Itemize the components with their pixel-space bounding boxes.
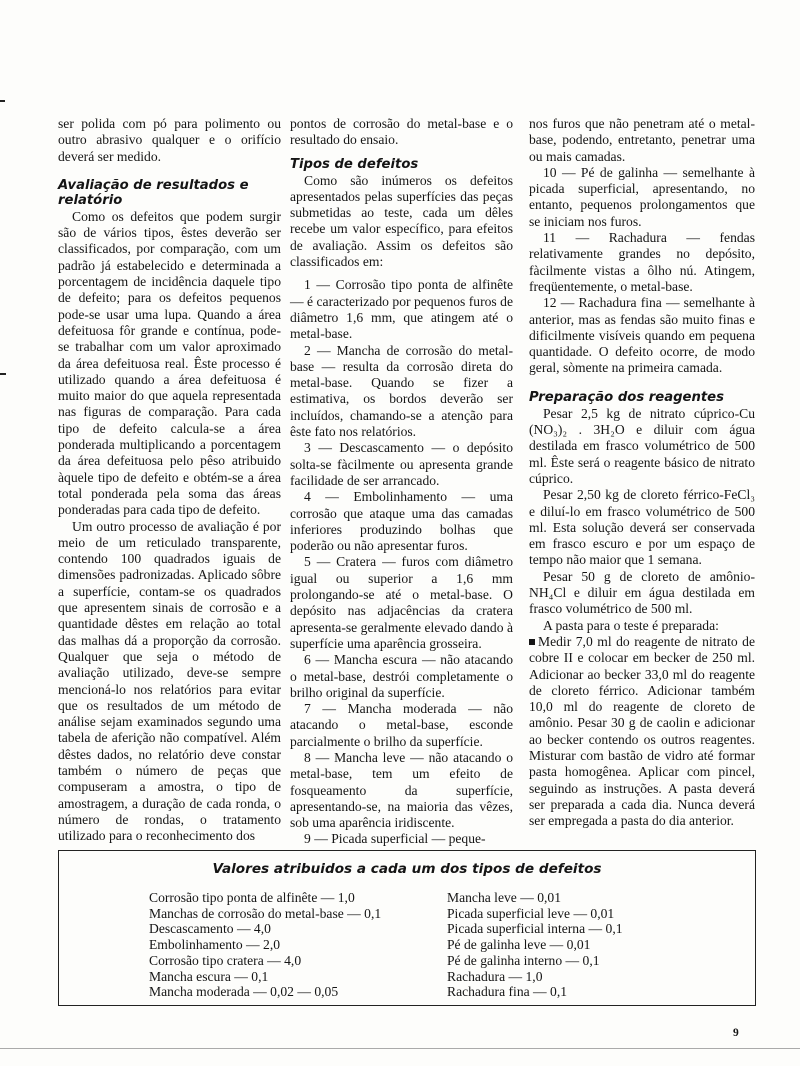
values-list-right [447,890,623,1000]
procedure-text: Medir 7,0 ml do reagente de nitrato de cobre II e colocar em becker de 250 ml. Adicionar ao becker 33,0 ml do reagente de cloreto férrico. Adicionar também 10,0 ml do reagente de cloreto de amônio. Pesar 30 g de caolin e adicionar ao becker contendo os outros reagentes. Misturar com bastão de vidro até formar pasta homogênea. Aplicar com pincel, seguindo as instruções. A pasta deverá ser preparada a cada dia. Nunca deverá ser empregada a pasta do dia anterior. [529,633,755,829]
list-item: Picada superficial interna — 0,1 [447,921,623,937]
defect-item: 12 — Rachadura fina — semelhante à anterior, mas as fendas são muito finas e dificilmente visíveis quando em pequena quantidade. O defeito ocorre, de modo geral, sòmente na primeira camada. [529,295,755,376]
values-list-left [149,890,381,1000]
list-item: Rachadura fina — 0,1 [447,984,568,1000]
paragraph: Pesar 2,5 kg de nitrato cúprico-Cu (NO₃)₂ . 3H₂O e diluir com água destilada em frasco volumétrico de 500 ml. Êste será o reagente básico de nitrato cúprico. [529,405,755,486]
paragraph: Pesar 2,50 kg de cloreto férrico-FeCl₃ e diluí-lo em frasco volumétrico de 500 ml. Esta solução deverá ser conservada em frasco escuro e por um espaço de tempo não maior que 1 semana. [529,487,755,568]
list-item: Mancha escura — 0,1 [149,968,269,984]
list-item: Corrosão tipo cratera — 4,0 [149,952,302,968]
column-left [58,116,281,844]
paragraph: ser polida com pó para polimento ou outro abrasivo qualquer e o orifício deverá ser medido. [58,116,281,164]
list-item: Pé de galinha leve — 0,01 [447,937,591,953]
column-middle [290,116,513,848]
defect-item: 10 — Pé de galinha — semelhante à picada superficial, apresentando, no entanto, pequenos prolongamentos que se iniciam nos furos. [529,164,755,229]
defect-values-table [58,850,756,1006]
section-heading-reagents: Preparação dos reagentes [529,389,724,405]
defect-item: 11 — Rachadura — fendas relativamente grandes no depósito, fàcilmente vistas a ôlho nú. Atingem, freqüentemente, o metal-base. [529,230,755,294]
list-item: Picada superficial leve — 0,01 [447,905,615,921]
list-item: Descascamento — 4,0 [149,921,271,937]
list-item: Embolinhamento — 2,0 [149,937,281,953]
defect-item: 3 — Descascamento — o depósito solta-se fàcilmente ou apresenta grande facilidade de ser arrancado. [290,440,513,488]
defect-item: 8 — Mancha leve — não atacando o metal-base, tem um efeito de fosqueamento da superfície, apresentando-se, na maioria das vêzes, sob uma aparência iridiscente. [290,749,513,831]
table-title: Valores atribuidos a cada um dos tipos de defeitos [212,861,602,877]
paragraph: Um outro processo de avaliação é por meio de um reticulado transparente, contendo 100 quadrados iguais de dimensões padronizadas. Aplicado sôbre a superfície, contam-se os quadrados que apresentem sinais de corrosão e a quantidade dêstes em relação ao total das malhas dá a proporção da corrosão. Qualquer que seja o método de avaliação utilizado, deve-se sempre mencioná-lo nos relatórios para evitar que os resultados de um método de análise sejam examinados segundo uma tabela de aferição não compatível. Além dêstes dados, no relatório deve constar também o número de peças que compuseram a amostra, o tipo de amostragem, a duração de cada ronda, o número de rondas, o tratamento utilizado para o reconhecimento dos [58,518,281,844]
paragraph: Como os defeitos que podem surgir são de vários tipos, êstes deverão ser classificados, por comparação, com um padrão já estabelecido e determinada a porcentagem de incidência daquele tipo de defeito; para os defeitos pequenos pode-se usar uma lupa. Quando a área defeituosa fôr grande e contínua, pode-se trabalhar com um valor aproximado da área defeituosa real. Êste processo é utilizado quando a área defeituosa é muito maior do que aquela representada nas figuras de comparação. Para cada tipo de defeito calcula-se a área ponderada multiplicando a porcentagem da área defeituosa pelo pêso atribuido àquele tipo de defeito e obtém-se a área total ponderada pela soma das áreas ponderadas para cada tipo de defeito. [58,208,281,518]
list-item: Mancha moderada — 0,02 — 0,05 [149,984,339,1000]
list-item: Mancha leve — 0,01 [447,890,562,905]
scan-mark [0,100,5,102]
paragraph: Como são inúmeros os defeitos apresentados pelas superfícies das peças submetidas ao teste, cada um dêles recebe um valor específico, para efeitos de avaliação. Assim os defeitos são classificados em: [290,172,513,270]
defect-item: 2 — Mancha de corrosão do metal-base — resulta da corrosão direta do metal-base. Quando se fizer a estimativa, os bordos deverão ser incluídos, chamando-se a atenção para êste fato nos relatórios. [290,342,513,440]
scan-mark [0,1048,800,1049]
defect-item: 4 — Embolinhamento — uma corrosão que ataque uma das camadas inferiores produzindo bolhas que poderão ou não apresentar furos. [290,489,513,554]
section-heading-defect-types: Tipos de defeitos [290,156,419,172]
defect-item: 6 — Mancha escura — não atacando o metal-base, destrói completamente o brilho original da superfície. [290,652,513,700]
paragraph: Pesar 50 g de cloreto de amônio-NH₄Cl e diluir em água destilada em frasco volumétrico de 500 ml. [529,568,755,617]
defect-item: 5 — Cratera — furos com diâmetro igual ou superior a 1,6 mm prolongando-se até o metal-base. O depósito nas adjacências da cratera apresenta-se geralmente elevado dando à superfície uma aparência grosseira. [290,554,513,651]
list-item: Corrosão tipo ponta de alfinête — 1,0 [149,890,355,905]
defect-item: 7 — Mancha moderada — não atacando o metal-base, esconde parcialmente o brilho da superfície. [290,701,513,749]
defect-item: 9 — Picada superficial — peque- [304,831,486,847]
list-item: Pé de galinha interno — 0,1 [447,952,600,968]
paragraph: pontos de corrosão do metal-base e o resultado do ensaio. [290,116,513,148]
list-item: Manchas de corrosão do metal-base — 0,1 [149,905,382,921]
page-number: 9 [733,1027,739,1039]
paragraph: nos furos que não penetram até o metal-base, podendo, entretanto, penetrar uma ou mais camadas. [529,116,755,164]
column-right [529,116,755,829]
section-heading-evaluation: Avaliação de resultados e relatório [58,177,249,208]
bullet-icon [529,639,535,645]
defect-item: 1 — Corrosão tipo ponta de alfinête — é caracterizado por pequenos furos de diâmetro 1,6 mm, que atingem até o metal-base. [290,277,513,342]
paragraph: A pasta para o teste é preparada: [543,617,719,633]
list-item: Rachadura — 1,0 [447,968,543,984]
scan-mark [0,373,6,375]
paragraph-procedure [529,634,755,830]
